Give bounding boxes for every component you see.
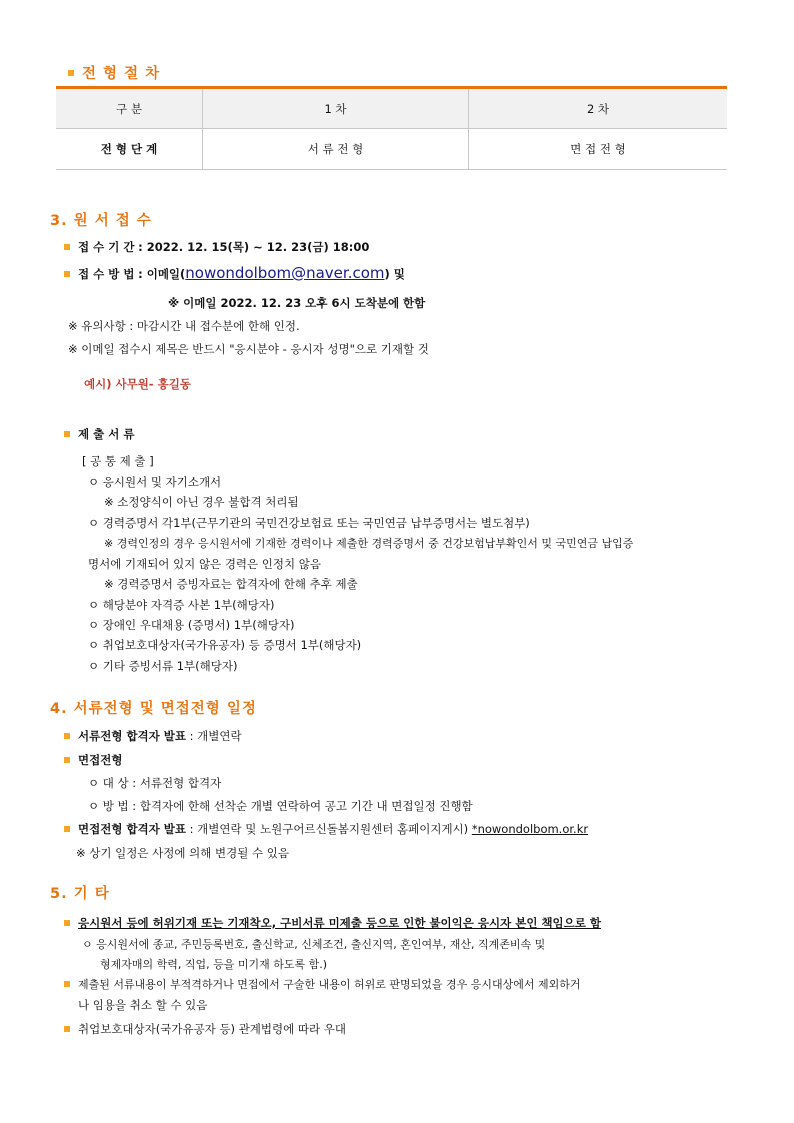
table-cell: 면 접 전 형 <box>469 129 728 170</box>
application-method: 접 수 방 법 : 이메일(nowondolbom@naver.com) 및 <box>64 264 405 282</box>
interview-method: ㅇ 방 법 : 합격자에 한해 선착순 개별 연락하여 공고 기간 내 면접일정 진행함 <box>88 799 473 813</box>
list-item: ㅇ 응시원서 및 자기소개서 <box>88 475 222 489</box>
list-item: ㅇ 경력증명서 각1부(근무기관의 국민건강보험료 또는 국민연금 납부증명서는 별도첨부) <box>88 516 530 530</box>
list-item: ※ 경력증명서 증빙자료는 합격자에 한해 추후 제출 <box>104 577 358 591</box>
table-row <box>56 129 727 170</box>
application-title: 3. 원 서 접 수 <box>50 213 152 229</box>
other-item-1: 응시원서 등에 허위기재 또는 기재착오, 구비서류 미제출 등으로 인한 불이익은 응시자 본인 책임으로 함 <box>64 915 601 931</box>
other-item-3: 취업보호대상자(국가유공자 등) 관계법령에 따라 우대 <box>64 1021 346 1037</box>
final-pass-announce: 면접전형 합격자 발표 : 개별연락 및 노원구어르신돌봄지원센터 홈페이지게시) *nowondolbom.or.kr <box>64 821 588 837</box>
deadline-note: ※ 이메일 2022. 12. 23 오후 6시 도착분에 한함 <box>168 296 426 310</box>
interview-heading: 면접전형 <box>64 752 122 768</box>
note-caution: ※ 유의사항 : 마감시간 내 접수분에 한해 인정. <box>68 319 300 333</box>
square-bullet-icon <box>64 733 70 739</box>
table-cell: 전 형 단 계 <box>56 129 203 170</box>
table-header-cell: 구 분 <box>56 88 203 129</box>
square-bullet-icon <box>64 1026 70 1032</box>
other-item-2: 제출된 서류내용이 부적격하거나 면접에서 구술한 내용이 허위로 판명되었을 경우 응시대상에서 제외하거 <box>64 976 581 992</box>
list-item: ㅇ 해당분야 자격증 사본 1부(해당자) <box>88 598 275 612</box>
example-text: 예시) 사무원- 홍길동 <box>84 377 191 391</box>
schedule-title: 4. 서류전형 및 면접전형 일정 <box>50 701 257 717</box>
table-header-row <box>56 88 727 129</box>
other-item-1-sub: ㅇ 응시원서에 종교, 주민등록번호, 출신학교, 신체조건, 출신지역, 혼인여부, 재산, 직계존비속 및 <box>82 938 546 951</box>
procedure-title: 전 형 절 차 <box>68 62 160 83</box>
interview-target: ㅇ 대 상 : 서류전형 합격자 <box>88 776 222 790</box>
square-bullet-icon <box>68 70 74 76</box>
other-item-2-cont: 나 임용을 취소 할 수 있음 <box>78 998 208 1012</box>
square-bullet-icon <box>64 244 70 250</box>
list-item: 명서에 기재되어 있지 않은 경력은 인정치 않음 <box>88 557 322 571</box>
documents-title: 제 출 서 류 <box>64 426 134 442</box>
square-bullet-icon <box>64 757 70 763</box>
homepage-link[interactable]: *nowondolbom.or.kr <box>471 822 589 836</box>
schedule-note: ※ 상기 일정은 사정에 의해 변경될 수 있음 <box>76 846 289 860</box>
list-item: ㅇ 장애인 우대채용 (증명서) 1부(해당자) <box>88 618 295 632</box>
list-item: ※ 소정양식이 아닌 경우 불합격 처리됨 <box>104 495 299 509</box>
table-cell: 서 류 전 형 <box>203 129 469 170</box>
email-link[interactable]: nowondolbom@naver.com <box>185 264 385 282</box>
table-header-cell: 1 차 <box>203 88 469 129</box>
square-bullet-icon <box>64 826 70 832</box>
doc-pass-announce: 서류전형 합격자 발표 : 개별연락 <box>64 728 242 744</box>
square-bullet-icon <box>64 920 70 926</box>
list-item: ※ 경력인정의 경우 응시원서에 기재한 경력이나 제출한 경력증명서 중 건강보험납부확인서 및 국민연금 납입증 <box>104 537 634 550</box>
note-email-subject: ※ 이메일 접수시 제목은 반드시 "응시분야 - 응시자 성명"으로 기재할 것 <box>68 342 429 356</box>
documents-common: [ 공 통 제 출 ] <box>82 454 154 468</box>
other-item-1-sub: 형제자매의 학력, 직업, 등을 미기재 하도록 함.) <box>100 958 328 971</box>
other-title: 5. 기 타 <box>50 886 110 902</box>
list-item: ㅇ 취업보호대상자(국가유공자) 등 증명서 1부(해당자) <box>88 638 362 652</box>
square-bullet-icon <box>64 431 70 437</box>
square-bullet-icon <box>64 271 70 277</box>
procedure-table <box>56 86 727 170</box>
square-bullet-icon <box>64 981 70 987</box>
list-item: ㅇ 기타 증빙서류 1부(해당자) <box>88 659 238 673</box>
application-period: 접 수 기 간 : 2022. 12. 15(목) ~ 12. 23(금) 18:00 <box>64 239 369 255</box>
table-header-cell: 2 차 <box>469 88 728 129</box>
